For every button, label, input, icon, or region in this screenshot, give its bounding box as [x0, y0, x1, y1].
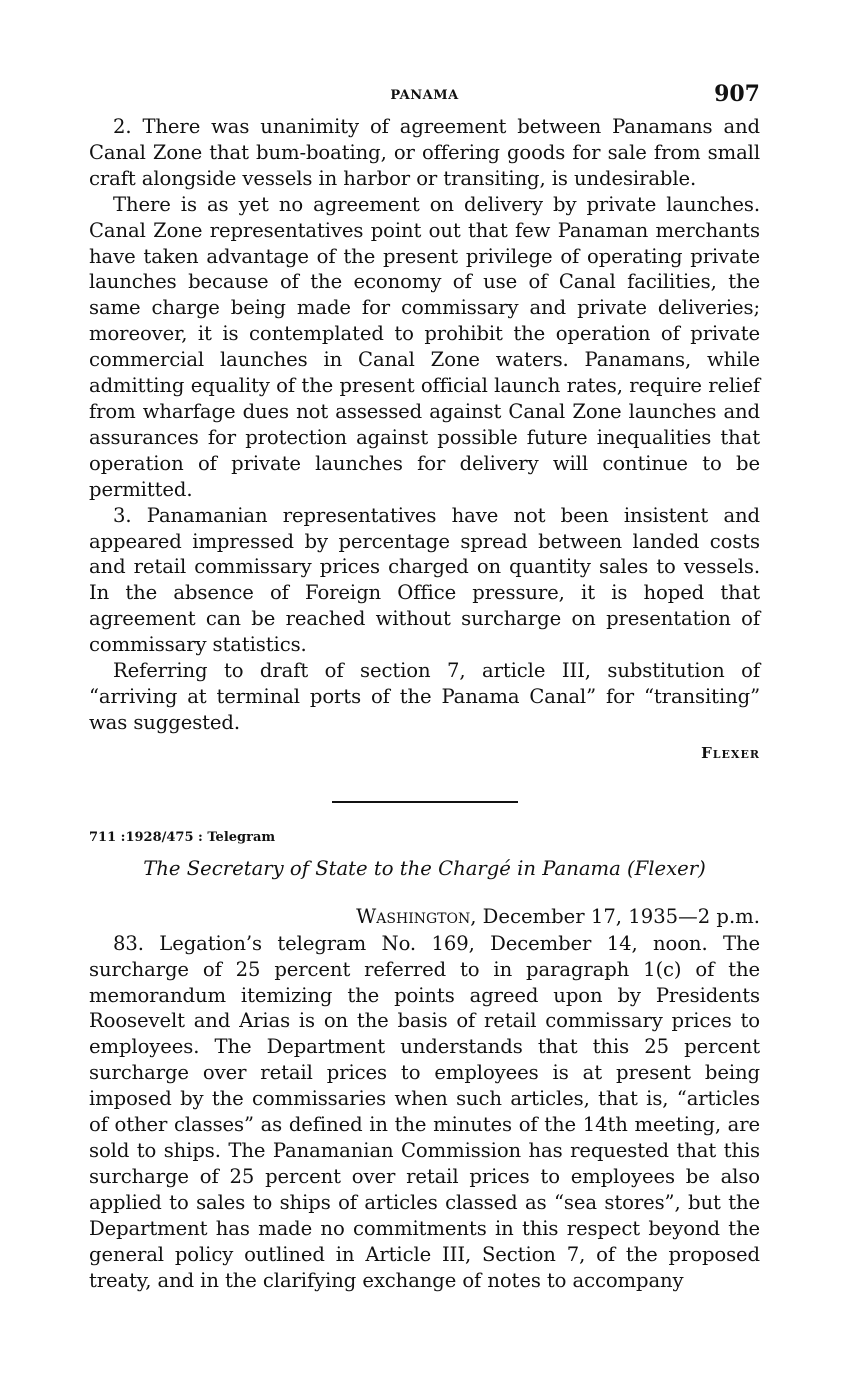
paragraph-section-7-draft: Referring to draft of section 7, article III, substitution of “arriving at terminal ports of the Panama Canal” for “transiting” was suggested.	[89, 659, 760, 734]
signature	[89, 740, 760, 766]
document-page	[89, 78, 760, 1293]
paragraph-2-bum-boating: 2. There was unanimity of agreement between Panamans and Canal Zone that bum-boating, or offering goods for sale from small craft alongside vessels in harbor or transiting, is undesirable.	[89, 115, 760, 190]
signature-name: Flexer	[701, 743, 760, 762]
document-title: The Secretary of State to the Chargé in Panama (Flexer)	[143, 856, 706, 880]
paragraph-private-launches: There is as yet no agreement on delivery by private launches. Canal Zone representatives point out that few Panaman merchants have taken advantage of the present privilege of operating private launches because of the economy of use of Canal facilities, the same charge being made for commissary and private deliveries; moreover, it is contemplated to prohibit the operation of private commercial launches in Canal Zone waters. Panamans, while admitting equality of the present official launch rates, require relief from wharfage dues not assessed against Canal Zone launches and assurances for protection against possible future inequalities that operation of private launches for delivery will continue to be permitted.	[89, 192, 760, 501]
paragraph-83-telegram: 83. Legation’s telegram No. 169, December 14, noon. The surcharge of 25 percent referred to in paragraph 1(c) of the memorandum itemizing the points agreed upon by Presidents Roosevelt and Arias is on the basis of retail commissary prices to employees. The Department understands that this 25 percent surcharge over retail prices to employees is at present being imposed by the commissaries when such articles, that is, “articles of other classes” as defined in the minutes of the 14th meeting, are sold to ships. The Panamanian Commission has requested that this surcharge of 25 percent over retail prices to employees be also applied to sales to ships of articles classed as “sea stores”, but the Department has made no commitments in this respect beyond the general policy outlined in Article III, Section 7, of the proposed treaty, and in the clarifying exchange of notes to accompany	[89, 931, 760, 1292]
dateline-place: Washington,	[356, 904, 477, 928]
paragraph-3-surcharge: 3. Panamanian representatives have not been insistent and appeared impressed by percentage spread between landed costs and retail commissary prices charged on quantity sales to vessels. In the absence of Foreign Office pressure, it is hoped that agreement can be reached without surcharge on presentation of commissary statistics.	[89, 503, 760, 657]
page-header	[89, 78, 760, 114]
dateline	[89, 903, 760, 931]
page-number: 907	[714, 81, 760, 107]
running-head: PANAMA	[390, 88, 459, 103]
file-reference: 711 :1928/475 : Telegram	[89, 829, 276, 845]
dateline-date: December 17, 1935—2 p.m.	[476, 904, 760, 928]
section-divider	[332, 801, 518, 803]
